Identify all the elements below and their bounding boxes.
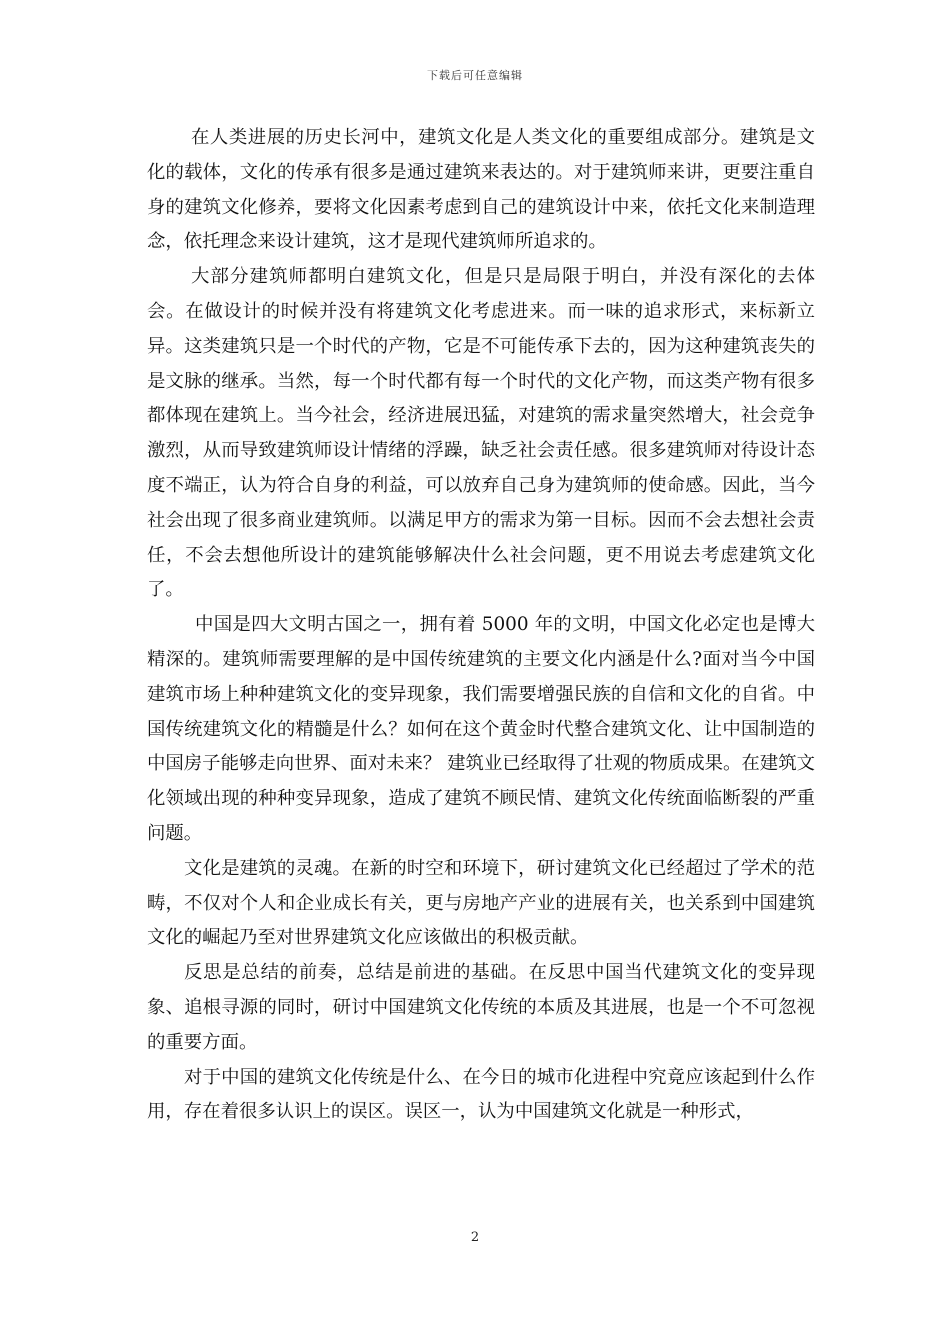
page-header: 下载后可任意编辑 (427, 69, 523, 82)
paragraph-5: 反思是总结的前奏，总结是前进的基础。在反思中国当代建筑文化的变异现象、追根寻源的同时，研讨中国建筑文化传统的本质及其进展，也是一个不可忽视的重要方面。 (147, 962, 815, 1053)
paragraph-3: 中国是四大文明古国之一，拥有着 5000 年的文明，中国文化必定也是博大精深的。建筑师需要理解的是中国传统建筑的主要文化内涵是什么?面对当今中国建筑市场上种种建筑文化的变异现象，我们需要增强民族的自信和文化的自省。中国传统建筑文化的精髓是什么？如何在这个黄金时代整合建筑文化、让中国制造的中国房子能够走向世界、面对未来？ 建筑业已经取得了壮观的物质成果。在建筑文化领域出现的种种变异现象，造成了建筑不顾民情、建筑文化传统面临断裂的严重问题。 (147, 614, 815, 844)
paragraph-1: 在人类进展的历史长河中，建筑文化是人类文化的重要组成部分。建筑是文化的载体，文化的传承有很多是通过建筑来表达的。对于建筑师来讲，更要注重自身的建筑文化修养，要将文化因素考虑到自己的建筑设计中来，依托文化来制造理念，依托理念来设计建筑，这才是现代建筑师所追求的。 (147, 127, 815, 253)
paragraph-2: 大部分建筑师都明白建筑文化，但是只是局限于明白，并没有深化的去体会。在做设计的时候并没有将建筑文化考虑进来。而一味的追求形式，来标新立异。这类建筑只是一个时代的产物，它是不可能传承下去的，因为这种建筑丧失的是文脉的继承。当然，每一个时代都有每一个时代的文化产物，而这类产物有很多都体现在建筑上。当今社会，经济进展迅猛，对建筑的需求量突然增大，社会竞争激烈，从而导致建筑师设计情绪的浮躁，缺乏社会责任感。很多建筑师对待设计态度不端正，认为符合自身的利益，可以放弃自己身为建筑师的使命感。因此，当今社会出现了很多商业建筑师。以满足甲方的需求为第一目标。因而不会去想社会责任，不会去想他所设计的建筑能够解决什么社会问题，更不用说去考虑建筑文化了。 (147, 266, 815, 601)
body-text (147, 121, 815, 1130)
paragraph-6: 对于中国的建筑文化传统是什么、在今日的城市化进程中究竟应该起到什么作用，存在着很多认识上的误区。误区一，认为中国建筑文化就是一种形式， (147, 1066, 815, 1123)
paragraph-4: 文化是建筑的灵魂。在新的时空和环境下，研讨建筑文化已经超过了学术的范畴，不仅对个人和企业成长有关，更与房地产产业的进展有关，也关系到中国建筑文化的崛起乃至对世界建筑文化应该做出的积极贡献。 (147, 857, 815, 949)
page-number: 2 (470, 1230, 480, 1245)
